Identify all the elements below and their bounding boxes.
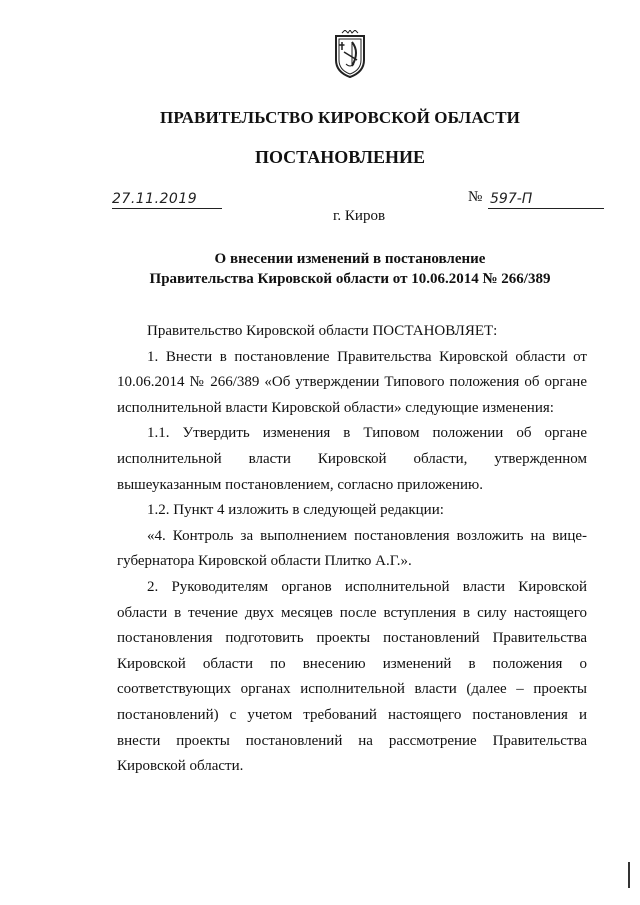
paragraph-1-2-quote: «4. Контроль за выполнением постановления возложить на вице-губернатора Кировской области Плитко А.Г.». <box>117 527 587 570</box>
document-body <box>117 319 587 780</box>
number-label: № <box>468 189 483 205</box>
subject-line-1: О внесении изменений в постановление <box>214 251 486 267</box>
paragraph-1-1: 1.1. Утвердить изменения в Типовом положении об органе исполнительной власти Кировской области, утвержденном вышеуказанным постановлением, согласно приложению. <box>117 425 587 493</box>
paragraph-1: 1. Внести в постановление Правительства Кировской области от 10.06.2014 № 266/389 «Об утверждении Типового положения об органе исполнительной власти Кировской области» следующие изменения: <box>117 348 587 416</box>
paragraph-2: 2. Руководителям органов исполнительной власти Кировской области в течение двух месяцев после вступления в силу настоящего постановления подготовить проекты постановлений Правительства Кировской области по внесению изменений в положения о соответствующих органах исполнительной власти (далее – проекты постановлений) с учетом требований настоящего постановления и внести проекты постановлений на рассмотрение Правительства Кировской области. <box>117 578 587 775</box>
organization-title: ПРАВИТЕЛЬСТВО КИРОВСКОЙ ОБЛАСТИ <box>160 108 520 127</box>
city: г. Киров <box>332 208 386 224</box>
kirov-coat-of-arms-icon <box>330 30 370 80</box>
document-type: ПОСТАНОВЛЕНИЕ <box>254 147 426 167</box>
paragraph-1-2: 1.2. Пункт 4 изложить в следующей редакции: <box>147 502 444 519</box>
intro-paragraph: Правительство Кировской области ПОСТАНОВЛЯЕТ: <box>147 323 498 339</box>
scan-edge-mark <box>628 862 630 888</box>
document-number: 597-П <box>488 191 604 209</box>
subject-line-2: Правительства Кировской области от 10.06.2014 № 266/389 <box>149 271 551 287</box>
document-date: 27.11.2019 <box>112 191 222 209</box>
document-subject <box>0 249 640 289</box>
